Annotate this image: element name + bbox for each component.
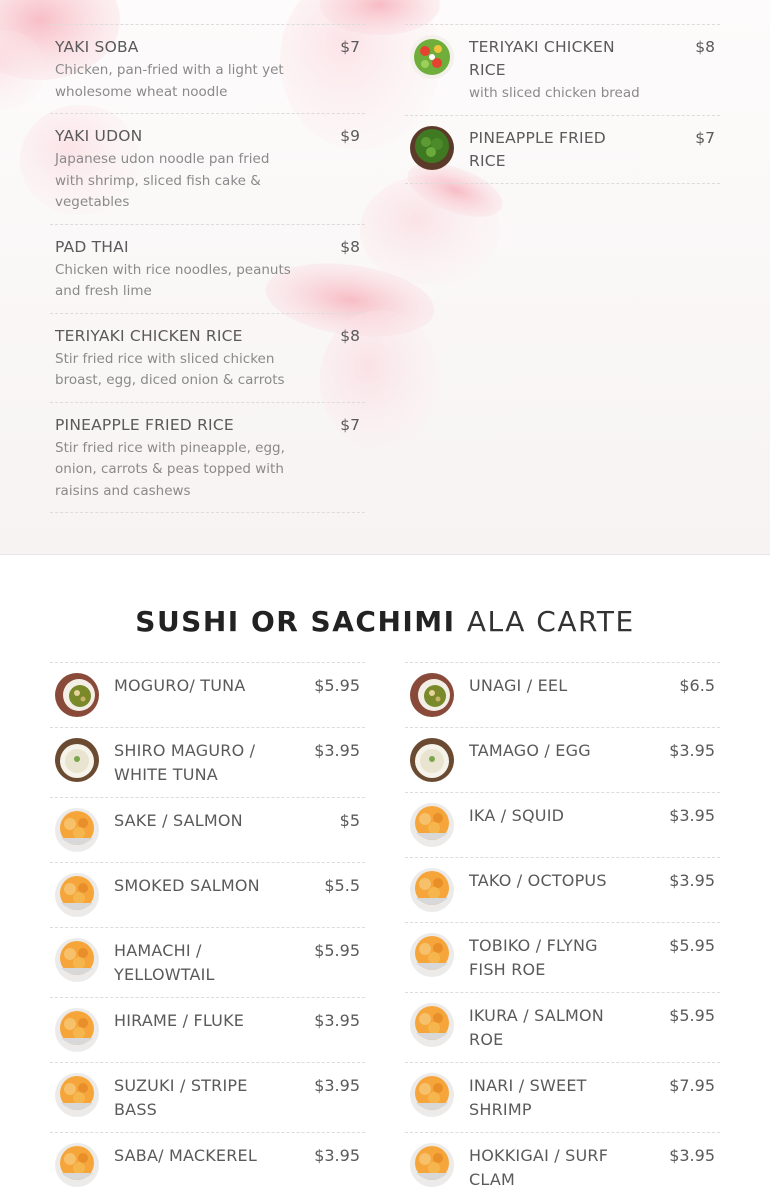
- menu-item-price: $5.95: [314, 676, 360, 695]
- menu-item-price: $7: [340, 38, 360, 56]
- menu-item-name: PINEAPPLE FRIED RICE: [55, 415, 234, 434]
- menu-item[interactable]: [405, 662, 720, 727]
- menu-item[interactable]: [50, 24, 365, 113]
- noodles-right-column: [405, 24, 720, 184]
- menu-item-name: YAKI SOBA: [55, 38, 139, 56]
- menu-item-price: $3.95: [669, 741, 715, 760]
- menu-item-name: INARI / SWEET SHRIMP: [469, 1076, 587, 1119]
- menu-item-description: Chicken with rice noodles, peanuts and fresh lime: [55, 261, 291, 299]
- menu-item-name: MOGURO/ TUNA: [114, 676, 246, 695]
- menu-item[interactable]: [50, 797, 365, 862]
- shrimp-plate-icon: [410, 803, 454, 847]
- menu-item-name: TERIYAKI CHICKEN RICE: [55, 326, 243, 345]
- menu-item-name: TOBIKO / FLYNG FISH ROE: [469, 936, 598, 979]
- seaweed-bowl-icon: [410, 126, 454, 170]
- section-title-light: ALA CARTE: [466, 605, 635, 638]
- section-title: [0, 603, 770, 641]
- menu-item-name: TERIYAKI CHICKEN RICE: [469, 38, 615, 79]
- menu-item-name: PINEAPPLE FRIED RICE: [469, 128, 606, 170]
- menu-item-name: SUZUKI / STRIPE BASS: [114, 1076, 248, 1119]
- menu-item-price: $6.5: [679, 676, 715, 695]
- sushi-right-column: [405, 662, 720, 1202]
- shrimp-plate-icon: [410, 1073, 454, 1117]
- shrimp-plate-icon: [410, 868, 454, 912]
- menu-item[interactable]: [50, 402, 365, 514]
- menu-item-description: Stir fried rice with sliced chicken broast, egg, diced onion & carrots: [55, 350, 285, 388]
- menu-item-name: UNAGI / EEL: [469, 676, 568, 695]
- menu-item[interactable]: [50, 927, 365, 997]
- menu-item[interactable]: [405, 1132, 720, 1202]
- salad-bowl-icon: [410, 35, 454, 79]
- menu-item-price: $7.95: [669, 1076, 715, 1095]
- menu-item-price: $8: [695, 38, 715, 56]
- menu-item[interactable]: [50, 224, 365, 313]
- menu-item[interactable]: [50, 997, 365, 1062]
- cream-soup-icon: [410, 738, 454, 782]
- menu-item-description: Chicken, pan-fried with a light yet wholesome wheat noodle: [55, 62, 284, 100]
- shrimp-plate-icon: [55, 1073, 99, 1117]
- menu-item-description: Stir fried rice with pineapple, egg, onion, carrots & peas topped with raisins and cashews: [55, 439, 285, 499]
- menu-item-price: $3.95: [669, 1146, 715, 1165]
- menu-item-price: $3.95: [314, 1076, 360, 1095]
- noodles-left-column: [50, 24, 365, 513]
- menu-item-name: IKA / SQUID: [469, 806, 565, 825]
- menu-item[interactable]: [405, 922, 720, 992]
- menu-item-price: $3.95: [669, 806, 715, 825]
- menu-item-name: TAKO / OCTOPUS: [469, 871, 607, 890]
- shrimp-plate-icon: [55, 808, 99, 852]
- shrimp-plate-icon: [410, 1003, 454, 1047]
- menu-item[interactable]: [405, 857, 720, 922]
- menu-item[interactable]: [50, 113, 365, 224]
- menu-item-price: $5.5: [324, 876, 360, 895]
- menu-item-name: HOKKIGAI / SURF CLAM: [469, 1146, 609, 1189]
- menu-item[interactable]: [405, 792, 720, 857]
- shrimp-plate-icon: [55, 1008, 99, 1052]
- soup-bowl-icon: [55, 673, 99, 717]
- menu-item-name: YAKI UDON: [55, 127, 143, 145]
- cream-soup-icon: [55, 738, 99, 782]
- menu-item[interactable]: [405, 992, 720, 1062]
- shrimp-plate-icon: [410, 1143, 454, 1187]
- menu-item-price: $3.95: [669, 871, 715, 890]
- menu-item[interactable]: [405, 727, 720, 792]
- menu-item-price: $5.95: [669, 1006, 715, 1025]
- menu-item[interactable]: [50, 662, 365, 727]
- section-title-bold: SUSHI OR SACHIMI: [135, 605, 456, 638]
- menu-item-name: TAMAGO / EGG: [469, 741, 591, 760]
- menu-item-name: SMOKED SALMON: [114, 876, 260, 895]
- menu-item-price: $3.95: [314, 1146, 360, 1165]
- sushi-left-column: [50, 662, 365, 1197]
- shrimp-plate-icon: [55, 1143, 99, 1187]
- noodles-rice-section: [0, 0, 770, 555]
- soup-bowl-icon: [410, 673, 454, 717]
- menu-item-name: HIRAME / FLUKE: [114, 1011, 245, 1030]
- menu-item-price: $5.95: [669, 936, 715, 955]
- menu-item-name: HAMACHI / YELLOWTAIL: [114, 941, 215, 984]
- menu-item-name: SAKE / SALMON: [114, 811, 243, 830]
- menu-item-description: with sliced chicken bread: [469, 85, 640, 101]
- menu-item[interactable]: [50, 727, 365, 797]
- menu-item-name: IKURA / SALMON ROE: [469, 1006, 604, 1049]
- menu-item-price: $5: [339, 811, 360, 830]
- shrimp-plate-icon: [410, 933, 454, 977]
- menu-item[interactable]: [405, 115, 720, 184]
- shrimp-plate-icon: [55, 873, 99, 917]
- menu-item[interactable]: [50, 862, 365, 927]
- menu-item[interactable]: [50, 313, 365, 402]
- menu-item-name: SABA/ MACKEREL: [114, 1146, 257, 1165]
- menu-item[interactable]: [50, 1132, 365, 1197]
- menu-item-price: $8: [340, 237, 360, 256]
- menu-item-price: $3.95: [314, 741, 360, 760]
- menu-item-price: $8: [340, 326, 360, 345]
- menu-item-name: SHIRO MAGURO / WHITE TUNA: [114, 741, 256, 784]
- menu-item-description: Japanese udon noodle pan fried with shrimp, sliced fish cake & vegetables: [55, 151, 270, 210]
- menu-item-price: $7: [340, 415, 360, 434]
- menu-item[interactable]: [405, 1062, 720, 1132]
- menu-item-name: PAD THAI: [55, 237, 129, 256]
- menu-item[interactable]: [50, 1062, 365, 1132]
- menu-item[interactable]: [405, 24, 720, 115]
- shrimp-plate-icon: [55, 938, 99, 982]
- menu-item-price: $7: [695, 128, 715, 147]
- menu-item-price: $3.95: [314, 1011, 360, 1030]
- menu-item-price: $9: [340, 127, 360, 145]
- menu-item-price: $5.95: [314, 941, 360, 960]
